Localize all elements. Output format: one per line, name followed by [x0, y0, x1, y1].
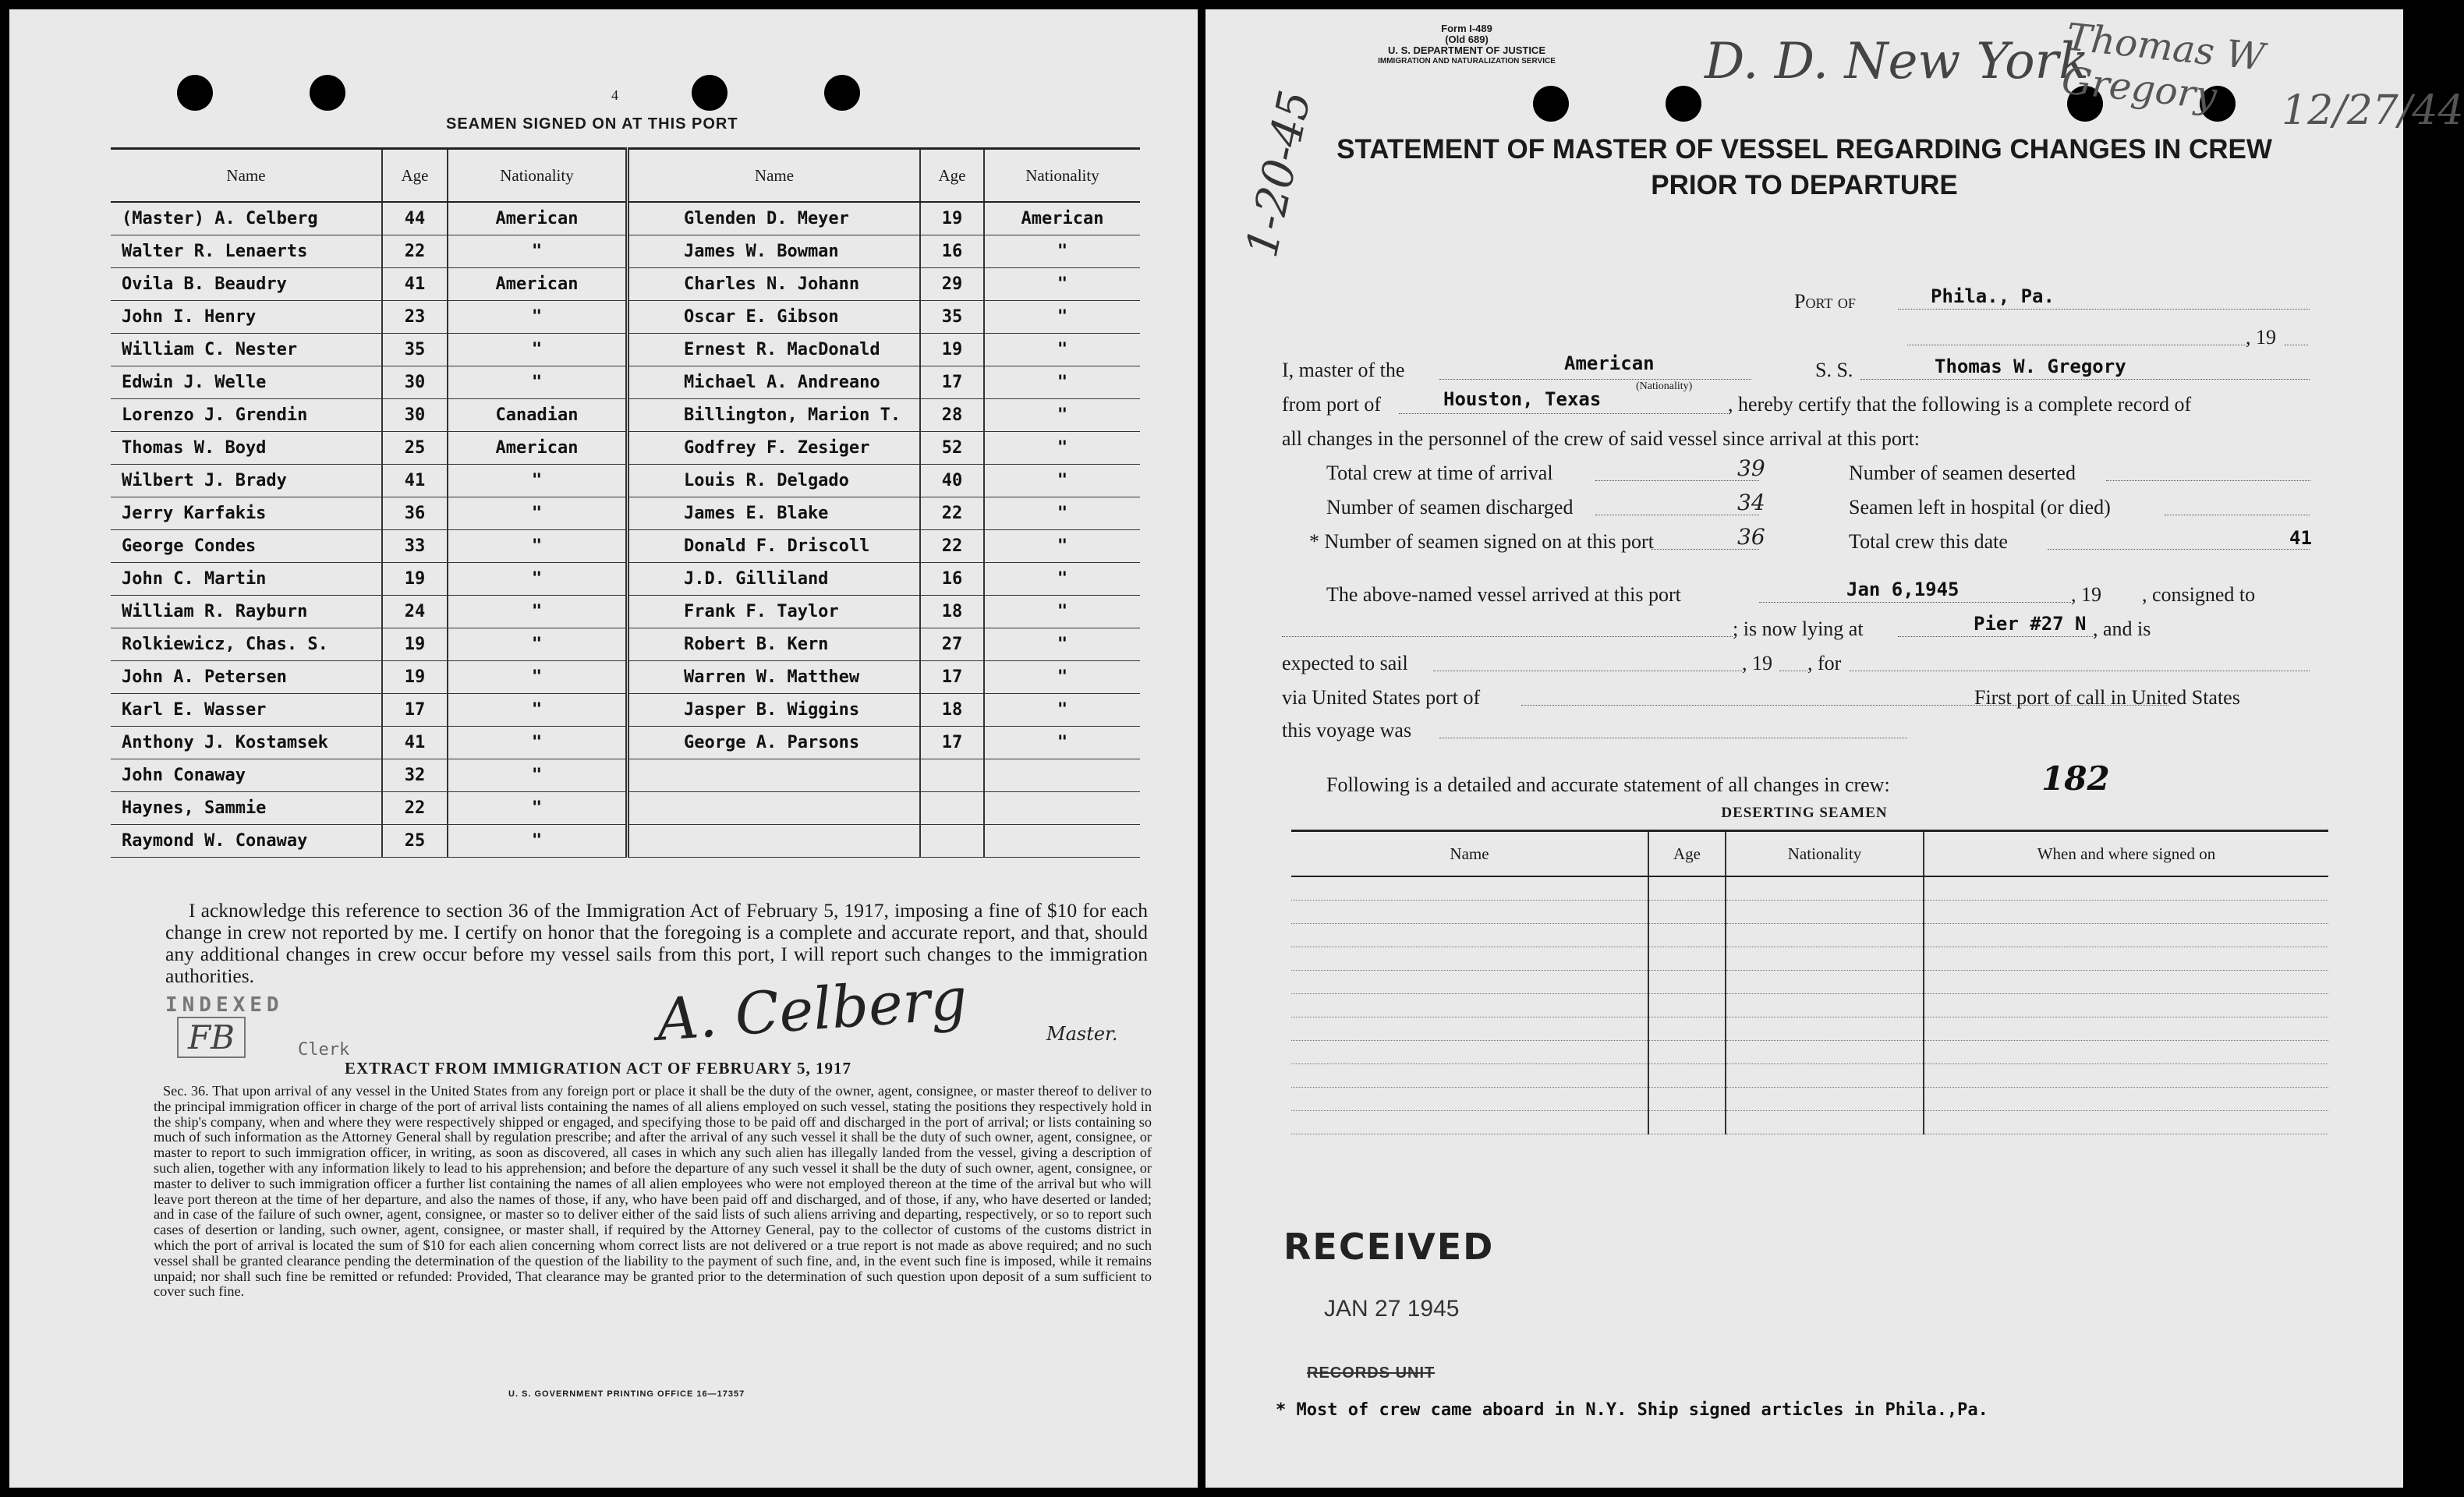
following-label: Following is a detailed and accurate statement of all changes in crew:: [1326, 773, 1890, 796]
crew-age: 25: [382, 825, 448, 858]
handwritten-date: 12/27/44: [2282, 87, 2464, 134]
indexed-stamp: INDEXED: [165, 993, 284, 1017]
certify-text-2: all changes in the personnel of the crew of said vessel since arrival at this port:: [1282, 427, 1921, 450]
seamen-signed-title: SEAMEN SIGNED ON AT THIS PORT: [446, 115, 738, 133]
col-name: Name: [111, 149, 382, 203]
extract-text: Sec. 36. That upon arrival of any vessel in the United States from any foreign port or place it shall be the duty of the owner, agent, consignee, or master thereof to deliver to the principal immigration officer in charge of the port of arrival lists containing the names of all aliens employed on such vessel, stating the positions they respectively hold in the ship's company, when and where they were respectively shipped or engaged, and specifying those to be paid off and discharged in the port of arrival; or lists containing so much of such information as the Attorney General shall by regulation prescribe; and after the arrival of any such vessel it shall be the duty of such owner, agent, consignee, or master to report to such immigration officer, in writing, as soon as discovered, all cases in which any such alien has illegally landed from the vessel, giving a description of such alien, together with any information likely to lead to his apprehension; and before the departure of any such vessel it shall be the duty of such owner, agent, consignee, or master to deliver to such immigration officer a further list containing the names of all alien employees who were not employed thereon at the time of the arrival but who will leave port thereon at the time of her departure, and also the names of those, if any, who have been paid off and discharged, and of those, if any, who have deserted or landed; and in case of the failure of such owner, agent, consignee, or master so to deliver either of the said lists of such aliens arriving and departing, respectively, or so to report such cases of desertion or landing, such owner, agent, consignee, or master shall, if required by the Attorney General, pay to the collector of customs of the customs district in which the port of arrival is located the sum of $10 for each alien concerning whom correct lists are not delivered or a true report is not made as above required; and no such vessel shall be granted clearance pending the determination of the question of the liability to the payment of such fine, and, in the event such fine is imposed, while it remains unpaid; nor shall such fine be remitted or refunded: Provided, That clearance may be granted prior to the determination of such question upon deposit of a sum sufficient to cover such fine.: [154, 1083, 1152, 1300]
crew-name: John A. Petersen: [111, 661, 382, 694]
expected-label: expected to sail: [1282, 652, 1408, 674]
empty-cell: [1924, 947, 2328, 971]
table-row: [1291, 994, 2328, 1017]
crew-name: Jasper B. Wiggins: [628, 694, 921, 727]
left-page: [9, 9, 1198, 1488]
crew-age: 17: [920, 661, 984, 694]
empty-cell: [1924, 1017, 2328, 1041]
form-old: (Old 689): [1445, 34, 1489, 45]
crew-nationality: ": [984, 596, 1140, 628]
crew-name: James W. Bowman: [628, 235, 921, 268]
crew-name: Wilbert J. Brady: [111, 465, 382, 497]
crew-age: 19: [382, 661, 448, 694]
port-value: Phila., Pa.: [1931, 285, 2055, 307]
and-is-label: , and is: [2093, 618, 2151, 640]
empty-cell: [1648, 1064, 1726, 1088]
nationality-line: [1439, 379, 1751, 380]
nineteen-label: , 19: [1742, 652, 1772, 674]
empty-cell: [1726, 1041, 1924, 1064]
total-arrival-line: [1595, 480, 1759, 481]
arrived-label: The above-named vessel arrived at this port: [1326, 583, 1681, 606]
deserting-title: DESERTING SEAMEN: [1721, 805, 1888, 821]
from-port-line: [1399, 413, 1728, 414]
punch-hole: [1533, 86, 1569, 122]
table-row: [111, 399, 1140, 432]
table-row: [111, 366, 1140, 399]
table-row: [1291, 924, 2328, 947]
table-row: [1291, 1041, 2328, 1064]
crew-nationality: ": [448, 661, 628, 694]
crew-age: 17: [382, 694, 448, 727]
received-stamp: RECEIVED: [1283, 1226, 1495, 1268]
empty-cell: [1924, 876, 2328, 901]
crew-name: Billington, Marion T.: [628, 399, 921, 432]
table-row: [111, 694, 1140, 727]
crew-nationality: ": [448, 759, 628, 792]
crew-age: 44: [382, 202, 448, 235]
crew-nationality: ": [448, 530, 628, 563]
crew-age: 22: [382, 792, 448, 825]
form-number: Form I-489: [1441, 23, 1492, 34]
signed-value: 36: [1737, 524, 1765, 550]
col-name: Name: [1291, 831, 1648, 877]
punch-hole: [692, 75, 728, 111]
crew-name: Thomas W. Boyd: [111, 432, 382, 465]
form-header: [1373, 23, 1560, 67]
crew-nationality: ": [448, 825, 628, 858]
crew-nationality: ": [984, 563, 1140, 596]
crew-name: [628, 792, 921, 825]
crew-name: Warren W. Matthew: [628, 661, 921, 694]
discharged-label: Number of seamen discharged: [1326, 496, 1574, 518]
empty-cell: [1648, 901, 1726, 924]
crew-nationality: Canadian: [448, 399, 628, 432]
crew-nationality: ": [984, 530, 1140, 563]
crew-name: Louis R. Delgado: [628, 465, 921, 497]
master-label: Master.: [1046, 1023, 1118, 1045]
empty-cell: [1726, 947, 1924, 971]
table-row: [111, 530, 1140, 563]
crew-nationality: ": [448, 235, 628, 268]
deserting-table: [1291, 830, 2328, 1134]
hospital-label: Seamen left in hospital (or died): [1849, 496, 2111, 518]
table-row: [111, 497, 1140, 530]
crew-nationality: ": [448, 596, 628, 628]
col-nationality: Nationality: [1726, 831, 1924, 877]
crew-name: Michael A. Andreano: [628, 366, 921, 399]
crew-name: Oscar E. Gibson: [628, 301, 921, 334]
crew-name: Anthony J. Kostamsek: [111, 727, 382, 759]
department: U. S. DEPARTMENT OF JUSTICE: [1388, 44, 1545, 56]
received-date: JAN 27 1945: [1324, 1296, 1460, 1322]
col-age: Age: [382, 149, 448, 203]
from-port-value: Houston, Texas: [1443, 388, 1602, 410]
handwritten-number: 182: [2041, 759, 2110, 798]
crew-age: 35: [382, 334, 448, 366]
crew-name: John Conaway: [111, 759, 382, 792]
empty-cell: [1648, 971, 1726, 994]
total-this-date-value: 41: [2289, 527, 2312, 549]
crew-name: (Master) A. Celberg: [111, 202, 382, 235]
col-when-where: When and where signed on: [1924, 831, 2328, 877]
lying-line: [1898, 636, 2093, 637]
crew-name: Godfrey F. Zesiger: [628, 432, 921, 465]
crew-nationality: ": [984, 235, 1140, 268]
crew-nationality: American: [984, 202, 1140, 235]
crew-nationality: ": [984, 465, 1140, 497]
crew-name: Lorenzo J. Grendin: [111, 399, 382, 432]
crew-age: 41: [382, 268, 448, 301]
signed-label: * Number of seamen signed on at this port: [1309, 530, 1654, 553]
page-number: 4: [611, 87, 618, 103]
lying-value: Pier #27 N: [1974, 613, 2087, 635]
crew-name: Charles N. Johann: [628, 268, 921, 301]
crew-age: 18: [920, 694, 984, 727]
empty-cell: [1726, 1017, 1924, 1041]
col-name: Name: [628, 149, 921, 203]
crew-age: 23: [382, 301, 448, 334]
empty-cell: [1924, 1088, 2328, 1111]
empty-cell: [1924, 971, 2328, 994]
port-line: [1898, 309, 2310, 310]
crew-name: Donald F. Driscoll: [628, 530, 921, 563]
empty-cell: [1648, 1088, 1726, 1111]
ss-label: S. S.: [1815, 359, 1853, 381]
crew-name: [628, 759, 921, 792]
empty-cell: [1726, 971, 1924, 994]
table-row: [1291, 876, 2328, 901]
acknowledgment-text: I acknowledge this reference to section 36 of the Immigration Act of February 5, 1917, imposing a fine of $10 for each change in crew not reported by me. I certify on honor that the foregoing is a complete and accurate report, and that, should any additional changes in crew occur before my vessel sails from this port, I will report such changes to the immigration authorities.: [165, 899, 1148, 987]
crew-nationality: ": [448, 301, 628, 334]
first-port-label: First port of call in United States: [1974, 686, 2240, 709]
crew-age: [920, 825, 984, 858]
empty-cell: [1291, 924, 1648, 947]
crew-age: 41: [382, 465, 448, 497]
nationality-caption: (Nationality): [1636, 380, 1693, 392]
table-row: [111, 465, 1140, 497]
crew-name: Jerry Karfakis: [111, 497, 382, 530]
form-title-2: PRIOR TO DEPARTURE: [1651, 170, 1958, 200]
table-row: [111, 825, 1140, 858]
arrived-line: [1759, 602, 2071, 603]
table-row: [111, 202, 1140, 235]
empty-cell: [1648, 924, 1726, 947]
crew-nationality: ": [448, 465, 628, 497]
crew-nationality: ": [984, 268, 1140, 301]
crew-age: 17: [920, 366, 984, 399]
crew-name: Rolkiewicz, Chas. S.: [111, 628, 382, 661]
crew-name: Robert B. Kern: [628, 628, 921, 661]
master-signature: A. Celberg: [654, 965, 969, 1054]
punch-hole: [1666, 86, 1701, 122]
empty-cell: [1291, 1064, 1648, 1088]
clerk-initials: FB: [177, 1017, 246, 1058]
empty-cell: [1291, 971, 1648, 994]
deserted-label: Number of seamen deserted: [1849, 462, 2076, 484]
year-suffix: , 19: [2246, 326, 2276, 349]
crew-nationality: ": [448, 497, 628, 530]
crew-age: 17: [920, 727, 984, 759]
crew-name: John C. Martin: [111, 563, 382, 596]
total-arrival-label: Total crew at time of arrival: [1326, 462, 1553, 484]
punch-hole: [310, 75, 345, 111]
crew-age: 29: [920, 268, 984, 301]
col-age: Age: [920, 149, 984, 203]
table-row: [1291, 1111, 2328, 1134]
empty-cell: [1924, 1111, 2328, 1134]
voyage-label: this voyage was: [1282, 719, 1412, 741]
punch-hole: [824, 75, 860, 111]
table-row: [111, 235, 1140, 268]
empty-cell: [1291, 876, 1648, 901]
arrived-value: Jan 6,1945: [1846, 579, 1960, 600]
punch-hole: [177, 75, 213, 111]
empty-cell: [1648, 947, 1726, 971]
crew-age: 27: [920, 628, 984, 661]
crew-age: 36: [382, 497, 448, 530]
crew-age: 22: [382, 235, 448, 268]
table-row: [111, 661, 1140, 694]
printing-office: U. S. GOVERNMENT PRINTING OFFICE 16—17357: [508, 1389, 745, 1399]
crew-nationality: American: [448, 268, 628, 301]
crew-age: [920, 759, 984, 792]
crew-nationality: ": [984, 727, 1140, 759]
crew-age: 33: [382, 530, 448, 563]
crew-name: J.D. Gilliland: [628, 563, 921, 596]
empty-cell: [1648, 1017, 1726, 1041]
crew-age: 19: [382, 563, 448, 596]
form-title-1: STATEMENT OF MASTER OF VESSEL REGARDING CHANGES IN CREW: [1336, 134, 2272, 165]
col-nationality: Nationality: [448, 149, 628, 203]
table-row: [111, 628, 1140, 661]
lying-label: ; is now lying at: [1733, 618, 1864, 640]
crew-age: 16: [920, 235, 984, 268]
port-label: Port of: [1794, 290, 1856, 313]
crew-age: 25: [382, 432, 448, 465]
right-page: [1205, 9, 2464, 1488]
crew-nationality: [984, 825, 1140, 858]
crew-name: George Condes: [111, 530, 382, 563]
crew-age: 22: [920, 497, 984, 530]
crew-age: 19: [920, 202, 984, 235]
empty-cell: [1291, 1111, 1648, 1134]
empty-cell: [1924, 994, 2328, 1017]
empty-cell: [1648, 994, 1726, 1017]
clerk-label: Clerk: [298, 1040, 350, 1060]
col-age: Age: [1648, 831, 1726, 877]
master-of-label: I, master of the: [1282, 359, 1405, 381]
crew-name: Ovila B. Beaudry: [111, 268, 382, 301]
table-row: [111, 301, 1140, 334]
total-this-date-label: Total crew this date: [1849, 530, 2008, 553]
crew-nationality: ": [984, 399, 1140, 432]
handwritten-vessel: Thomas W Gregory: [2059, 15, 2267, 119]
crew-nationality: ": [984, 694, 1140, 727]
col-nationality: Nationality: [984, 149, 1140, 203]
table-row: [1291, 1017, 2328, 1041]
table-row: [111, 596, 1140, 628]
crew-age: 28: [920, 399, 984, 432]
table-row: [1291, 947, 2328, 971]
crew-name: [628, 825, 921, 858]
service: IMMIGRATION AND NATURALIZATION SERVICE: [1378, 57, 1556, 65]
empty-cell: [1291, 947, 1648, 971]
table-row: [111, 432, 1140, 465]
crew-age: 32: [382, 759, 448, 792]
ship-name: Thomas W. Gregory: [1935, 356, 2126, 377]
crew-age: 16: [920, 563, 984, 596]
empty-cell: [1924, 901, 2328, 924]
table-row: [111, 563, 1140, 596]
crew-name: Edwin J. Welle: [111, 366, 382, 399]
crew-name: James E. Blake: [628, 497, 921, 530]
crew-nationality: ": [448, 792, 628, 825]
crew-age: 30: [382, 399, 448, 432]
table-row: [1291, 1088, 2328, 1111]
empty-cell: [1726, 876, 1924, 901]
deserted-line: [2106, 480, 2310, 481]
table-row: [1291, 1064, 2328, 1088]
crew-nationality: ": [448, 628, 628, 661]
empty-cell: [1726, 924, 1924, 947]
table-row: [111, 268, 1140, 301]
crew-age: [920, 792, 984, 825]
table-row: [111, 759, 1140, 792]
table-row: [111, 334, 1140, 366]
certify-text: , hereby certify that the following is a complete record of: [1728, 393, 2192, 416]
crew-name: Walter R. Lenaerts: [111, 235, 382, 268]
empty-cell: [1648, 876, 1726, 901]
empty-cell: [1924, 924, 2328, 947]
crew-nationality: ": [984, 628, 1140, 661]
ship-line: [1860, 379, 2310, 380]
empty-cell: [1726, 1111, 1924, 1134]
crew-nationality: American: [448, 202, 628, 235]
empty-cell: [1726, 1088, 1924, 1111]
crew-nationality: ": [984, 366, 1140, 399]
empty-cell: [1291, 901, 1648, 924]
table-row: [111, 792, 1140, 825]
table-row: [1291, 971, 2328, 994]
crew-nationality: ": [984, 334, 1140, 366]
records-unit: RECORDS UNIT: [1307, 1364, 1436, 1382]
discharged-value: 34: [1737, 490, 1765, 515]
crew-age: 52: [920, 432, 984, 465]
crew-age: 41: [382, 727, 448, 759]
for-label: , for: [1807, 652, 1842, 674]
extract-title: EXTRACT FROM IMMIGRATION ACT OF FEBRUARY 5, 1917: [345, 1059, 852, 1078]
crew-name: William R. Rayburn: [111, 596, 382, 628]
empty-cell: [1648, 1041, 1726, 1064]
crew-name: Raymond W. Conaway: [111, 825, 382, 858]
total-this-date-line: [2048, 549, 2310, 550]
empty-cell: [1726, 994, 1924, 1017]
total-arrival-value: 39: [1737, 455, 1765, 481]
empty-cell: [1291, 1088, 1648, 1111]
crew-age: 19: [382, 628, 448, 661]
crew-name: William C. Nester: [111, 334, 382, 366]
handwritten-office: D. D. New York: [1705, 33, 2090, 90]
consignee-line: [1282, 636, 1733, 637]
empty-cell: [1726, 901, 1924, 924]
crew-age: 40: [920, 465, 984, 497]
crew-age: 30: [382, 366, 448, 399]
empty-cell: [1291, 1041, 1648, 1064]
crew-age: 24: [382, 596, 448, 628]
empty-cell: [1924, 1041, 2328, 1064]
crew-name: Karl E. Wasser: [111, 694, 382, 727]
empty-cell: [1648, 1111, 1726, 1134]
crew-name: Ernest R. MacDonald: [628, 334, 921, 366]
crew-nationality: ": [448, 334, 628, 366]
crew-age: 22: [920, 530, 984, 563]
empty-cell: [1726, 1064, 1924, 1088]
crew-nationality: American: [448, 432, 628, 465]
empty-cell: [1291, 1017, 1648, 1041]
crew-nationality: ": [984, 661, 1140, 694]
crew-age: 18: [920, 596, 984, 628]
crew-nationality: ": [984, 301, 1140, 334]
crew-name: George A. Parsons: [628, 727, 921, 759]
crew-name: Haynes, Sammie: [111, 792, 382, 825]
crew-nationality: [984, 759, 1140, 792]
footnote: * Most of crew came aboard in N.Y. Ship signed articles in Phila.,Pa.: [1276, 1400, 1988, 1420]
empty-cell: [1924, 1064, 2328, 1088]
crew-age: 19: [920, 334, 984, 366]
crew-nationality: ": [448, 727, 628, 759]
handwritten-side-date: 1-20-45: [1237, 86, 1322, 262]
from-port-label: from port of: [1282, 393, 1382, 416]
crew-name: Frank F. Taylor: [628, 596, 921, 628]
crew-nationality: ": [984, 497, 1140, 530]
crew-nationality: [984, 792, 1140, 825]
table-row: [1291, 901, 2328, 924]
consigned-label: , 19 , consigned to: [2071, 583, 2256, 606]
crew-nationality: ": [448, 694, 628, 727]
empty-cell: [1291, 994, 1648, 1017]
crew-age: 35: [920, 301, 984, 334]
via-label: via United States port of: [1282, 686, 1481, 709]
nationality-value: American: [1564, 352, 1655, 374]
table-row: [111, 727, 1140, 759]
seamen-table: [111, 147, 1140, 858]
crew-name: Glenden D. Meyer: [628, 202, 921, 235]
crew-nationality: ": [448, 563, 628, 596]
crew-nationality: ": [984, 432, 1140, 465]
crew-nationality: ": [448, 366, 628, 399]
crew-name: John I. Henry: [111, 301, 382, 334]
